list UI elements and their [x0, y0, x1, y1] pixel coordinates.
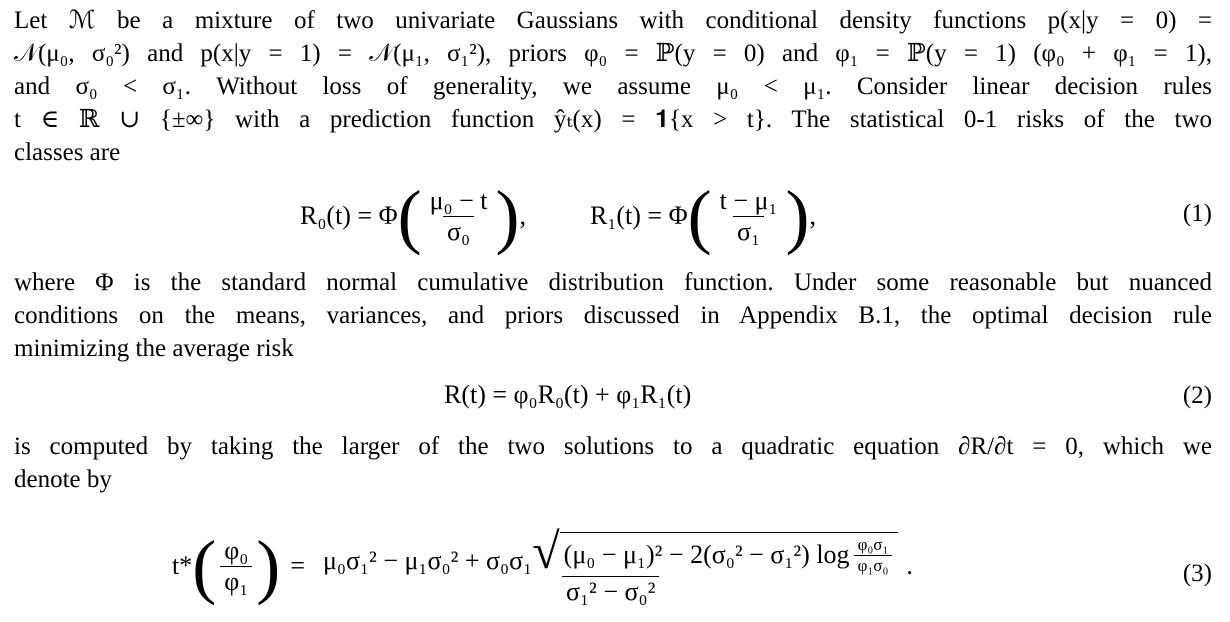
eq3-denominator: σ₁² − σ₀²: [562, 576, 659, 607]
paragraph-intro: [14, 4, 1212, 169]
radical-sign: √: [532, 522, 560, 579]
log-denominator: φ₁σ₀: [854, 555, 893, 576]
paren-left: (: [687, 176, 712, 256]
text-line: minimizing the average risk: [14, 335, 294, 362]
equation-number-1: (1): [1182, 200, 1212, 227]
text-line: is computed by taking the larger of the two solutions to a quadratic equation ∂R/∂t = 0, which we: [14, 433, 1212, 460]
eq1-r0-lhs: R₀(t) = Φ: [300, 201, 398, 230]
comma: ,: [519, 201, 526, 230]
text-line: denote by: [14, 466, 112, 493]
text-line: conditions on the means, variances, and priors discussed in Appendix B.1, the optimal decision rule: [14, 302, 1212, 329]
eq2-expression: R(t) = φ₀R₀(t) + φ₁R₁(t): [444, 380, 692, 409]
eq1-r0-denominator: σ₀: [443, 216, 474, 247]
log-numerator: φ₀σ₁: [857, 534, 889, 554]
eq3-lhs-t: t*: [172, 551, 193, 580]
eq1-r0-fraction: [426, 186, 492, 247]
equation-number-2: (2): [1182, 382, 1212, 409]
equals-sign: =: [290, 551, 305, 580]
radicand: [560, 532, 899, 576]
radicand-text: (μ₀ − μ₁)² − 2(σ₀² − σ₁²) log: [563, 540, 850, 569]
equation-2: [444, 380, 691, 410]
text-line: 𝒩(μ₀, σ₀²) and p(x|y = 1) = 𝒩(μ₁, σ₁²), priors φ₀ = ℙ(y = 0) and φ₁ = ℙ(y = 1) (φ₀ + φ₁ = 1),: [14, 40, 1212, 67]
paragraph-risk: [14, 266, 1212, 365]
equation-3: [172, 516, 913, 616]
equation-1: [300, 178, 816, 254]
log-fraction: [854, 535, 893, 576]
eq1-r1-numerator: t − μ₁: [719, 185, 778, 215]
comma: ,: [809, 201, 816, 230]
eq1-r1-lhs: R₁(t) = Φ: [589, 201, 688, 230]
text-line: Let ℳ be a mixture of two univariate Gaussians with conditional density functions p(x|y = 0) =: [14, 7, 1212, 34]
eq1-r1-fraction: [716, 186, 782, 247]
paren-left: (: [192, 526, 217, 606]
eq3-main-fraction: [319, 522, 902, 607]
eq3-numerator: [319, 522, 902, 579]
text-line: and σ₀ < σ₁. Without loss of generality, we assume μ₀ < μ₁. Consider linear decision rules: [14, 73, 1212, 100]
text-line: t ∈ ℝ ∪ {±∞} with a prediction function ŷₜ(x) = 𝟏{x > t}. The statistical 0-1 risks of the two: [14, 106, 1212, 133]
eq1-r0-numerator: μ₀ − t: [429, 185, 488, 215]
eq3-lhs-fraction: [220, 536, 252, 597]
equation-number-3: (3): [1182, 560, 1212, 587]
eq1-r1-denominator: σ₁: [733, 216, 764, 247]
text-line: classes are: [14, 139, 121, 166]
paren-right: ): [785, 176, 810, 256]
paragraph-solution: [14, 430, 1212, 496]
square-root: [532, 522, 898, 579]
eq3-lhs-numerator: φ₀: [224, 535, 249, 565]
period: .: [906, 551, 913, 580]
eq3-lhs-denominator: φ₁: [220, 566, 252, 597]
eq3-numerator-prefix: μ₀σ₁² − μ₁σ₀² + σ₀σ₁: [322, 545, 533, 575]
text-line: where Φ is the standard normal cumulative distribution function. Under some reasonable but nuanced: [14, 269, 1212, 296]
paren-left: (: [397, 176, 422, 256]
paren-right: ): [495, 176, 520, 256]
paren-right: ): [256, 526, 281, 606]
